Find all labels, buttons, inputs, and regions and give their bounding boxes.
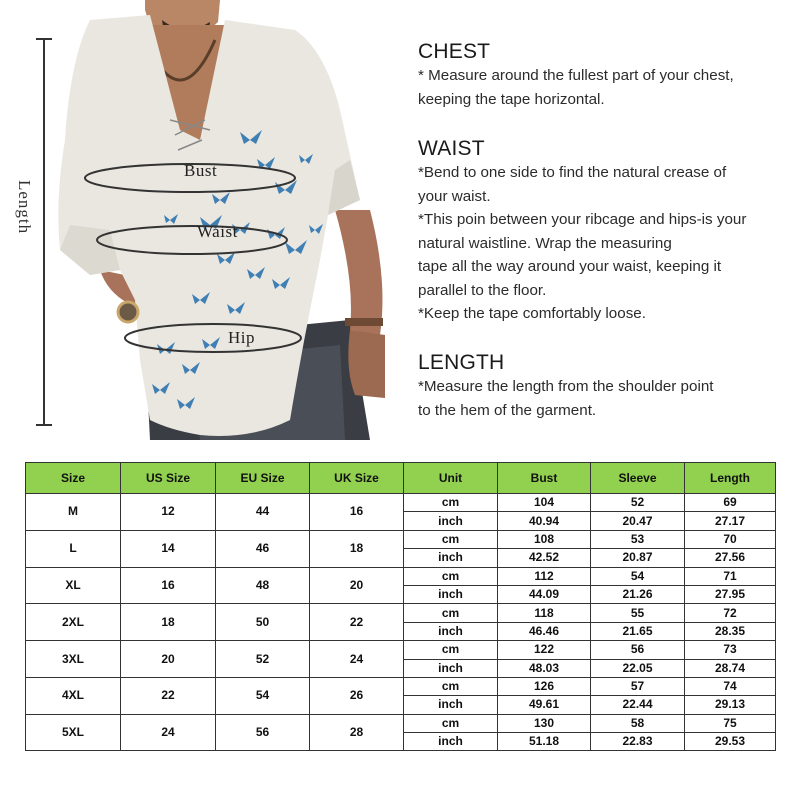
us-size-cell: 22	[121, 677, 216, 714]
length-cell: 29.53	[685, 733, 776, 751]
uk-size-cell: 18	[310, 530, 404, 567]
unit-cell: cm	[404, 604, 498, 622]
unit-cell: cm	[404, 677, 498, 695]
bust-cell: 42.52	[498, 549, 591, 567]
unit-cell: cm	[404, 494, 498, 512]
sleeve-cell: 22.83	[591, 733, 685, 751]
waist-line: parallel to the floor.	[418, 281, 547, 299]
table-row	[26, 567, 776, 585]
chest-title: CHEST	[418, 40, 491, 63]
sleeve-cell: 20.87	[591, 549, 685, 567]
waist-line: *Bend to one side to find the natural crease of	[418, 164, 727, 181]
header-bust: Bust	[498, 463, 591, 494]
length-section	[418, 351, 714, 422]
length-cell: 75	[685, 714, 776, 732]
uk-size-cell: 20	[310, 567, 404, 604]
length-line: *Measure the length from the shoulder point	[418, 378, 714, 395]
eu-size-cell: 56	[216, 714, 310, 751]
header-length: Length	[685, 463, 776, 494]
us-size-cell: 14	[121, 530, 216, 567]
waist-section	[418, 137, 746, 326]
eu-size-cell: 46	[216, 530, 310, 567]
waist-line: *Keep the tape comfortably loose.	[418, 305, 646, 322]
sleeve-cell: 54	[591, 567, 685, 585]
bust-label: Bust	[184, 161, 218, 180]
size-chart-table	[25, 462, 776, 751]
table-header-row	[26, 463, 776, 494]
us-size-cell: 16	[121, 567, 216, 604]
eu-size-cell: 44	[216, 494, 310, 531]
header-uk-size: UK Size	[310, 463, 404, 494]
bust-cell: 108	[498, 530, 591, 548]
length-label: Length	[15, 180, 34, 235]
length-cell: 70	[685, 530, 776, 548]
unit-cell: inch	[404, 549, 498, 567]
waist-line: *This poin between your ribcage and hips-is your	[418, 211, 747, 228]
length-cell: 28.35	[685, 622, 776, 640]
uk-size-cell: 28	[310, 714, 404, 751]
sleeve-cell: 52	[591, 494, 685, 512]
table-row	[26, 604, 776, 622]
table-row	[26, 641, 776, 659]
table-row	[26, 494, 776, 512]
length-cell: 69	[685, 494, 776, 512]
sleeve-cell: 22.44	[591, 696, 685, 714]
unit-cell: inch	[404, 733, 498, 751]
length-cell: 74	[685, 677, 776, 695]
header-unit: Unit	[404, 463, 498, 494]
eu-size-cell: 54	[216, 677, 310, 714]
bust-cell: 44.09	[498, 585, 591, 603]
chest-section	[418, 40, 734, 111]
sleeve-cell: 55	[591, 604, 685, 622]
uk-size-cell: 22	[310, 604, 404, 641]
header-eu-size: EU Size	[216, 463, 310, 494]
eu-size-cell: 50	[216, 604, 310, 641]
unit-cell: cm	[404, 530, 498, 548]
bust-cell: 104	[498, 494, 591, 512]
waist-line: natural waistline. Wrap the measuring	[418, 234, 672, 252]
us-size-cell: 18	[121, 604, 216, 641]
table-row	[26, 714, 776, 732]
header-us-size: US Size	[121, 463, 216, 494]
unit-cell: inch	[404, 696, 498, 714]
uk-size-cell: 26	[310, 677, 404, 714]
bust-cell: 112	[498, 567, 591, 585]
unit-cell: inch	[404, 659, 498, 677]
shirt-illustration	[50, 0, 385, 440]
length-cell: 27.56	[685, 549, 776, 567]
bust-cell: 46.46	[498, 622, 591, 640]
unit-cell: inch	[404, 622, 498, 640]
table-row	[26, 677, 776, 695]
size-cell: 5XL	[26, 714, 121, 751]
bust-cell: 126	[498, 677, 591, 695]
bust-cell: 40.94	[498, 512, 591, 530]
sleeve-cell: 20.47	[591, 512, 685, 530]
length-cell: 28.74	[685, 659, 776, 677]
sleeve-cell: 22.05	[591, 659, 685, 677]
size-cell: L	[26, 530, 121, 567]
unit-cell: cm	[404, 714, 498, 732]
us-size-cell: 20	[121, 641, 216, 678]
size-cell: XL	[26, 567, 121, 604]
bust-cell: 130	[498, 714, 591, 732]
length-cell: 27.95	[685, 585, 776, 603]
hip-label: Hip	[228, 328, 255, 347]
unit-cell: inch	[404, 585, 498, 603]
sleeve-cell: 21.26	[591, 585, 685, 603]
chest-line: * Measure around the fullest part of your chest,	[418, 67, 734, 84]
size-cell: 3XL	[26, 641, 121, 678]
size-cell: 4XL	[26, 677, 121, 714]
uk-size-cell: 24	[310, 641, 404, 678]
bust-cell: 49.61	[498, 696, 591, 714]
unit-cell: cm	[404, 641, 498, 659]
uk-size-cell: 16	[310, 494, 404, 531]
size-cell: 2XL	[26, 604, 121, 641]
sleeve-cell: 57	[591, 677, 685, 695]
bust-cell: 122	[498, 641, 591, 659]
waist-title: WAIST	[418, 137, 485, 160]
size-cell: M	[26, 494, 121, 531]
unit-cell: inch	[404, 512, 498, 530]
length-cell: 29.13	[685, 696, 776, 714]
us-size-cell: 12	[121, 494, 216, 531]
length-title: LENGTH	[418, 351, 505, 374]
length-cell: 72	[685, 604, 776, 622]
us-size-cell: 24	[121, 714, 216, 751]
waist-line: tape all the way around your waist, keeping it	[418, 258, 722, 275]
header-sleeve: Sleeve	[591, 463, 685, 494]
length-ruler	[34, 38, 54, 426]
sleeve-cell: 56	[591, 641, 685, 659]
chest-line: keeping the tape horizontal.	[418, 90, 605, 108]
sleeve-cell: 21.65	[591, 622, 685, 640]
length-cell: 27.17	[685, 512, 776, 530]
bust-cell: 51.18	[498, 733, 591, 751]
eu-size-cell: 52	[216, 641, 310, 678]
bust-cell: 48.03	[498, 659, 591, 677]
product-photo	[50, 0, 385, 440]
table-row	[26, 530, 776, 548]
sleeve-cell: 58	[591, 714, 685, 732]
length-cell: 73	[685, 641, 776, 659]
sleeve-cell: 53	[591, 530, 685, 548]
length-line: to the hem of the garment.	[418, 401, 597, 419]
header-size: Size	[26, 463, 121, 494]
unit-cell: cm	[404, 567, 498, 585]
waist-line: your waist.	[418, 187, 491, 205]
length-cell: 71	[685, 567, 776, 585]
bust-cell: 118	[498, 604, 591, 622]
waist-label: Waist	[197, 222, 238, 241]
eu-size-cell: 48	[216, 567, 310, 604]
